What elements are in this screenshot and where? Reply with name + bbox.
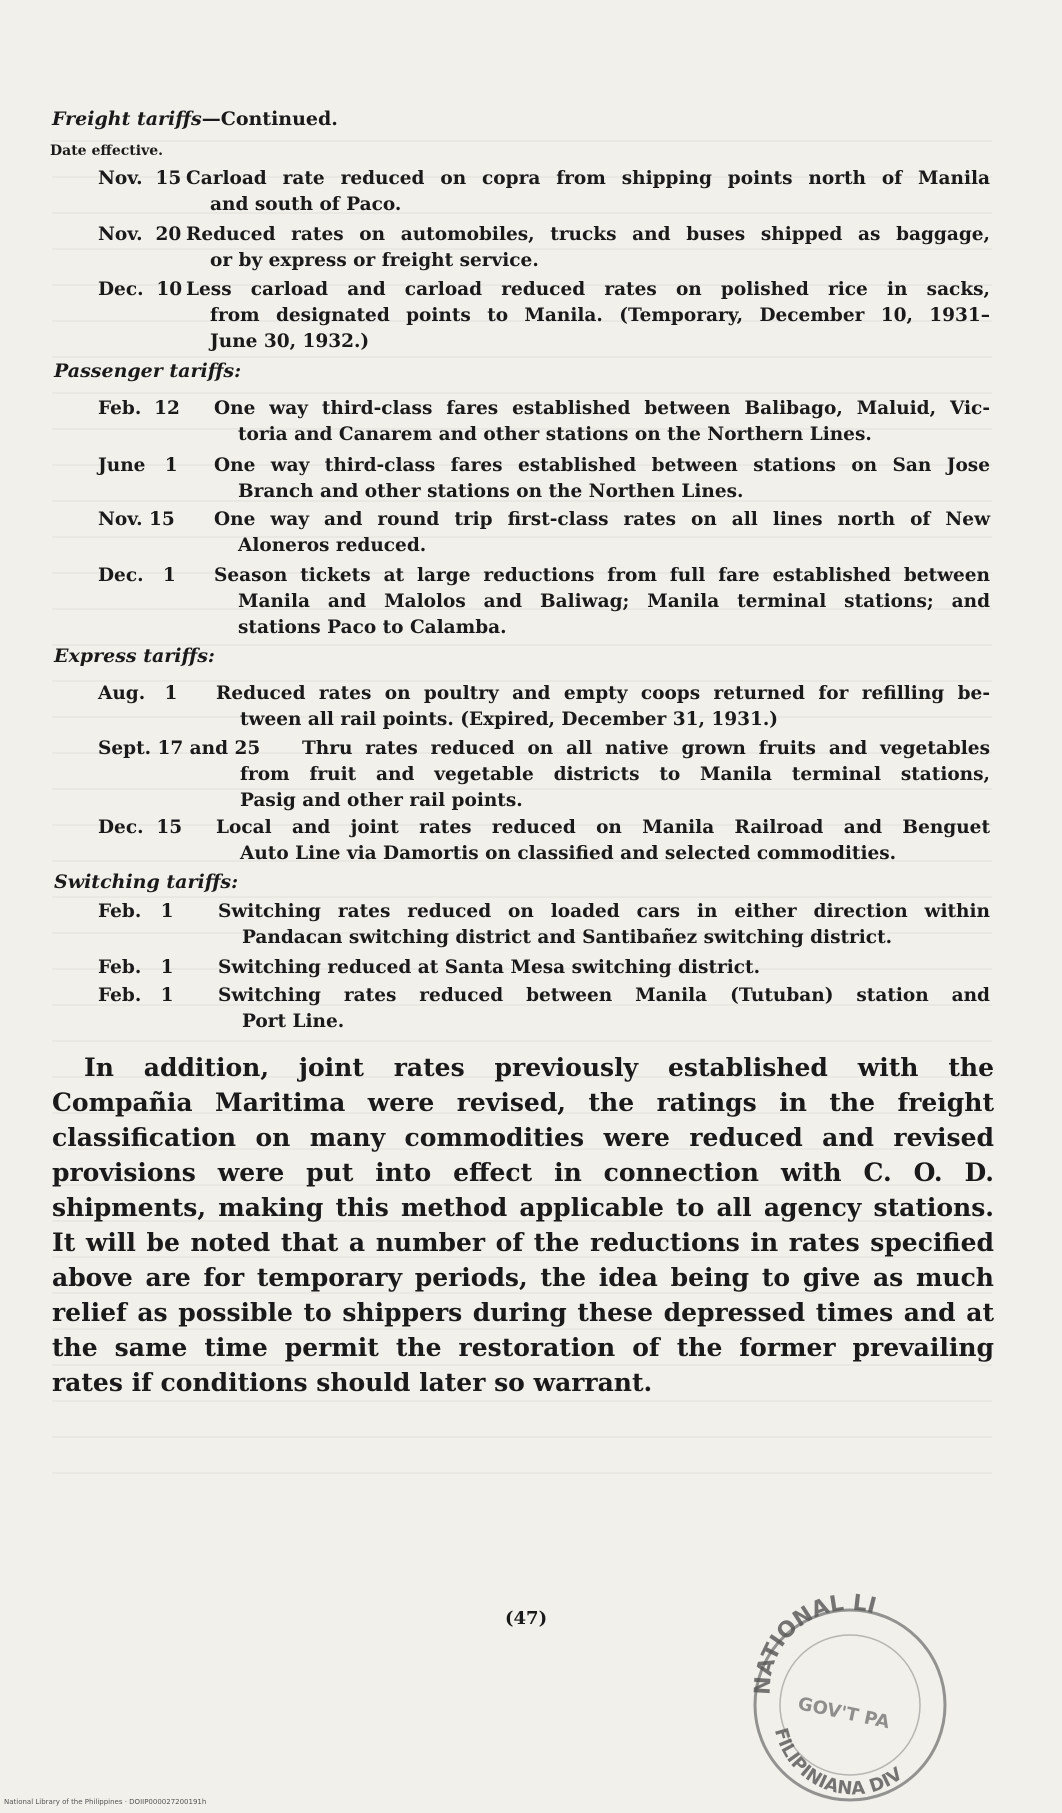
- entry-line: June 30, 1932.): [210, 331, 370, 352]
- entry-line: Reduced rates on poultry and empty coops returned for refilling be-: [216, 683, 990, 704]
- entry-date: Nov. 20: [98, 224, 182, 245]
- stamp-middle-text: GOV'T PA: [796, 1693, 892, 1734]
- bleed-line: [52, 1400, 992, 1402]
- bleed-line: [52, 1472, 992, 1474]
- entry-date: Nov. 15: [98, 509, 175, 530]
- entry-line: Carload rate reduced on copra from shipping points north of Manila: [186, 168, 990, 189]
- entry-line: Branch and other stations on the Northen Lines.: [238, 481, 744, 502]
- entry-line: Season tickets at large reductions from full fare established between: [214, 565, 990, 586]
- entry-line: and south of Paco.: [210, 194, 402, 215]
- continued-header: [52, 108, 338, 130]
- entry-line: Port Line.: [242, 1011, 345, 1032]
- entry-line: Switching reduced at Santa Mesa switching district.: [218, 957, 761, 978]
- entry-date: Aug. 1: [98, 683, 178, 704]
- date-effective-label: Date effective.: [50, 143, 163, 159]
- entry-line: One way third-class fares established between stations on San Jose: [214, 455, 990, 476]
- bleed-line: [52, 356, 992, 358]
- entry-line: Switching rates reduced on loaded cars in either direction within: [218, 901, 990, 922]
- page-number: (47): [505, 1608, 548, 1629]
- entry-date: Dec. 1: [98, 565, 176, 586]
- entry-date: Feb. 12: [98, 398, 180, 419]
- entry-line: Pandacan switching district and Santibañez switching district.: [242, 927, 893, 948]
- entry-date: Feb. 1: [98, 901, 174, 922]
- stamp-top-text: NATIONAL LI: [750, 1590, 879, 1696]
- entry-line: Switching rates reduced between Manila (Tutuban) station and: [218, 985, 990, 1006]
- scan-footer: National Library of the Philippines · DOIIP000027200191h: [4, 1798, 207, 1806]
- switching-tariffs-title: Switching tariffs:: [54, 871, 239, 893]
- bleed-line: [52, 140, 992, 142]
- library-stamp-icon: [740, 1580, 950, 1810]
- entry-date: Nov. 15: [98, 168, 182, 189]
- body-paragraph: In addition, joint rates previously established with the Compañia Maritima were revised, the ratings in the freight classification on many commodities were reduced and revised provisions were put into effect in connection with C. O. D. shipments, making this method applicable to all agency stations. It will be noted that a number of the reductions in rates specified above are for temporary periods, the idea being to give as much relief as possible to shippers during these depressed times and at the same time permit the restoration of the former prevailing rates if conditions should later so warrant.: [52, 1053, 994, 1397]
- freight-tariffs-title: Freight tariffs: [52, 108, 202, 130]
- bleed-line: [52, 1040, 992, 1042]
- entry-date: Feb. 1: [98, 957, 174, 978]
- entry-line: stations Paco to Calamba.: [238, 617, 507, 638]
- entry-line: from designated points to Manila. (Temporary, December 10, 1931–: [210, 305, 990, 326]
- entry-date: Dec. 15: [98, 817, 183, 838]
- bleed-line: [52, 392, 992, 394]
- express-tariffs-title: Express tariffs:: [54, 645, 215, 667]
- bleed-line: [52, 1436, 992, 1438]
- entry-date: June 1: [98, 455, 178, 476]
- entry-date: Feb. 1: [98, 985, 174, 1006]
- entry-date: Sept. 17 and 25: [98, 738, 261, 759]
- entry-line: toria and Canarem and other stations on the Northern Lines.: [238, 424, 872, 445]
- entry-line: Manila and Malolos and Baliwag; Manila terminal stations; and: [238, 591, 990, 612]
- continued-label: —Continued.: [201, 108, 338, 130]
- entry-line: Thru rates reduced on all native grown fruits and vegetables: [302, 738, 990, 759]
- stamp-bottom-text: FILIPINIANA DIV: [769, 1725, 907, 1800]
- passenger-tariffs-title: Passenger tariffs:: [54, 360, 242, 382]
- entry-line: Pasig and other rail points.: [240, 790, 523, 811]
- svg-text:NATIONAL LI: [751, 1591, 879, 1696]
- entry-line: from fruit and vegetable districts to Manila terminal stations,: [240, 764, 990, 785]
- entry-line: Aloneros reduced.: [238, 535, 427, 556]
- entry-line: Local and joint rates reduced on Manila Railroad and Benguet: [216, 817, 990, 838]
- entry-line: Less carload and carload reduced rates on polished rice in sacks,: [186, 279, 990, 300]
- entry-line: or by express or freight service.: [210, 250, 539, 271]
- entry-line: Reduced rates on automobiles, trucks and buses shipped as baggage,: [186, 224, 990, 245]
- svg-text:FILIPINIANA DIV: [770, 1726, 907, 1800]
- entry-line: One way third-class fares established between Balibago, Maluid, Vic-: [214, 398, 990, 419]
- bleed-line: [52, 896, 992, 898]
- entry-line: One way and round trip first-class rates on all lines north of New: [214, 509, 990, 530]
- entry-line: tween all rail points. (Expired, December 31, 1931.): [240, 709, 779, 730]
- entry-date: Dec. 10: [98, 279, 183, 300]
- entry-line: Auto Line via Damortis on classified and selected commodities.: [240, 843, 897, 864]
